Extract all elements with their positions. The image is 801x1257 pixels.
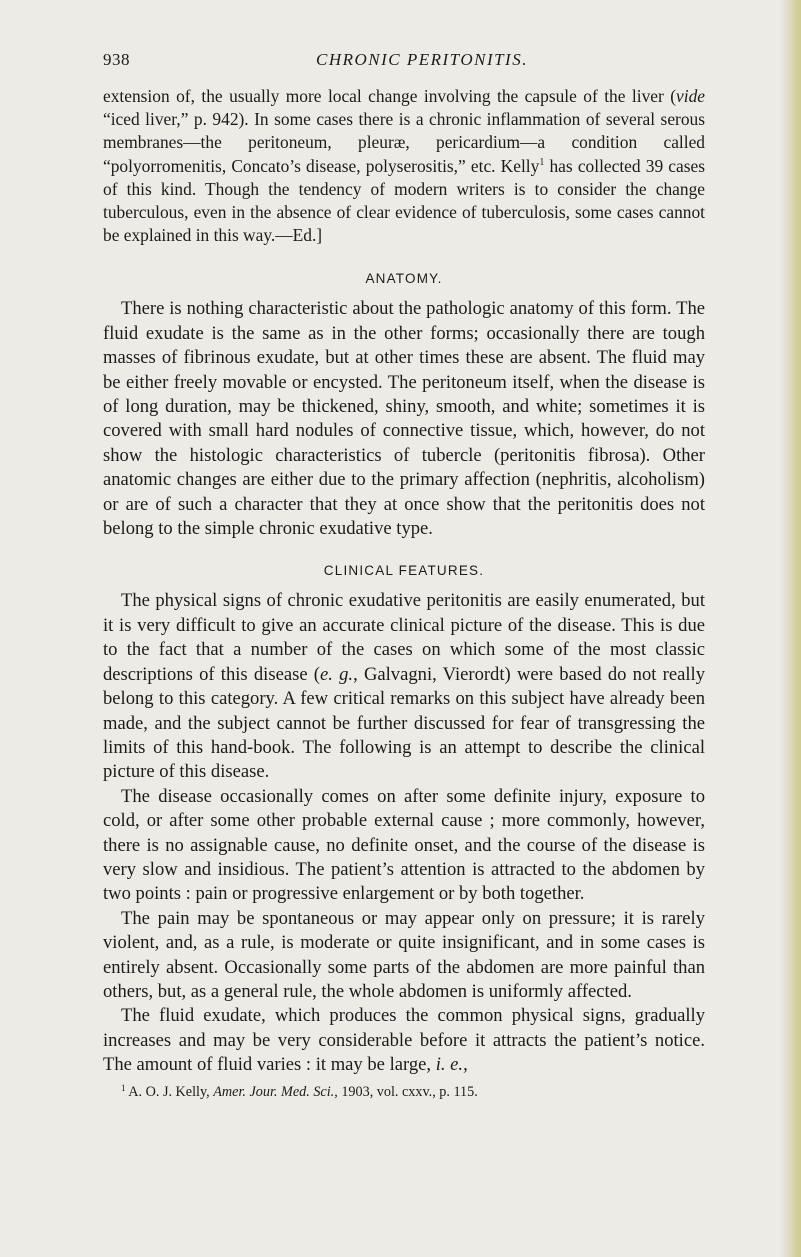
page-header <box>103 48 703 72</box>
page-body <box>103 85 705 1101</box>
running-head: CHRONIC PERITONITIS. <box>316 50 528 69</box>
clinical-paragraph-2: The disease occasionally comes on after some definite injury, exposure to cold, or after some other probable external cause ; more commonly, however, there is no assignable cause, no definite onset, and the course of the disease is very slow and insidious. The patient’s attention is attracted to the abdomen by two points : pain or progressive enlargement or by both together. <box>103 785 705 905</box>
section-heading-anatomy: ANATOMY. <box>365 271 443 287</box>
clinical-paragraph-3: The pain may be spontaneous or may appear only on pressure; it is rarely violent, and, as a rule, is moderate or quite insignificant, and in some cases is entirely absent. Occasionally some parts of the abdomen are more painful than others, but, as a general rule, the whole abdomen is uniformly affected. <box>103 907 705 1002</box>
clinical-paragraph-1: The physical signs of chronic exudative peritonitis are easily enumerated, but it is very difficult to give an accurate clinical picture of the disease. This is due to the fact that a number of the cases on which some of the most classic descriptions of this disease (e. g., Galvagni, Vierordt) were based do not really belong to this category. A few critical remarks on this subject have already been made, and the subject cannot be further discussed for fear of transgressing the limits of this hand-book. The following is an attempt to describe the clinical picture of this disease. <box>103 590 705 783</box>
page-edge-shadow <box>779 0 801 1257</box>
continuation-paragraph: extension of, the usually more local change involving the capsule of the liver (vide “iced liver,” p. 942). In some cases there is a chronic inflammation of several serous membranes—the peritoneum, pleuræ, pericardium—a condition called “polyorromenitis, Concato’s disease, polyserositis,” etc. Kelly$^1$ has collected 39 cases of this kind. Though the tendency of modern writers is to consider the change tuberculous, even in the absence of clear evidence of tuberculosis, some cases cannot be explained in this way.—Ed.] <box>103 86 705 246</box>
footnote-ref-mark: 1 <box>539 156 545 168</box>
page-number: 938 <box>103 50 130 69</box>
section-heading-clinical-features: CLINICAL FEATURES. <box>323 563 485 579</box>
footnote: $^1$ A. O. J. Kelly, Amer. Jour. Med. Sci., 1903, vol. cxxv., p. 115. <box>121 1082 478 1100</box>
anatomy-paragraph: There is nothing characteristic about the pathologic anatomy of this form. The fluid exudate is the same as in the other forms; occasionally there are tough masses of fibrinous exudate, but at other times these are absent. The fluid may be either freely movable or encysted. The peritoneum itself, when the disease is of long duration, may be thickened, shiny, smooth, and white; sometimes it is covered with small hard nodules of connective tissue, which, however, do not show the histologic characteristics of tubercle (peritonitis fibrosa). Other anatomic changes are either due to the primary affection (nephritis, alcoholism) or are of such a character that they at once show that the peritonitis does not belong to the simple chronic exudative type. <box>103 298 705 540</box>
clinical-paragraph-4: The fluid exudate, which produces the common physical signs, gradually increases and may be very considerable before it attracts the patient’s notice. The amount of fluid varies : it may be large, i. e., <box>103 1005 705 1076</box>
footnote-mark: 1 <box>121 1082 126 1093</box>
